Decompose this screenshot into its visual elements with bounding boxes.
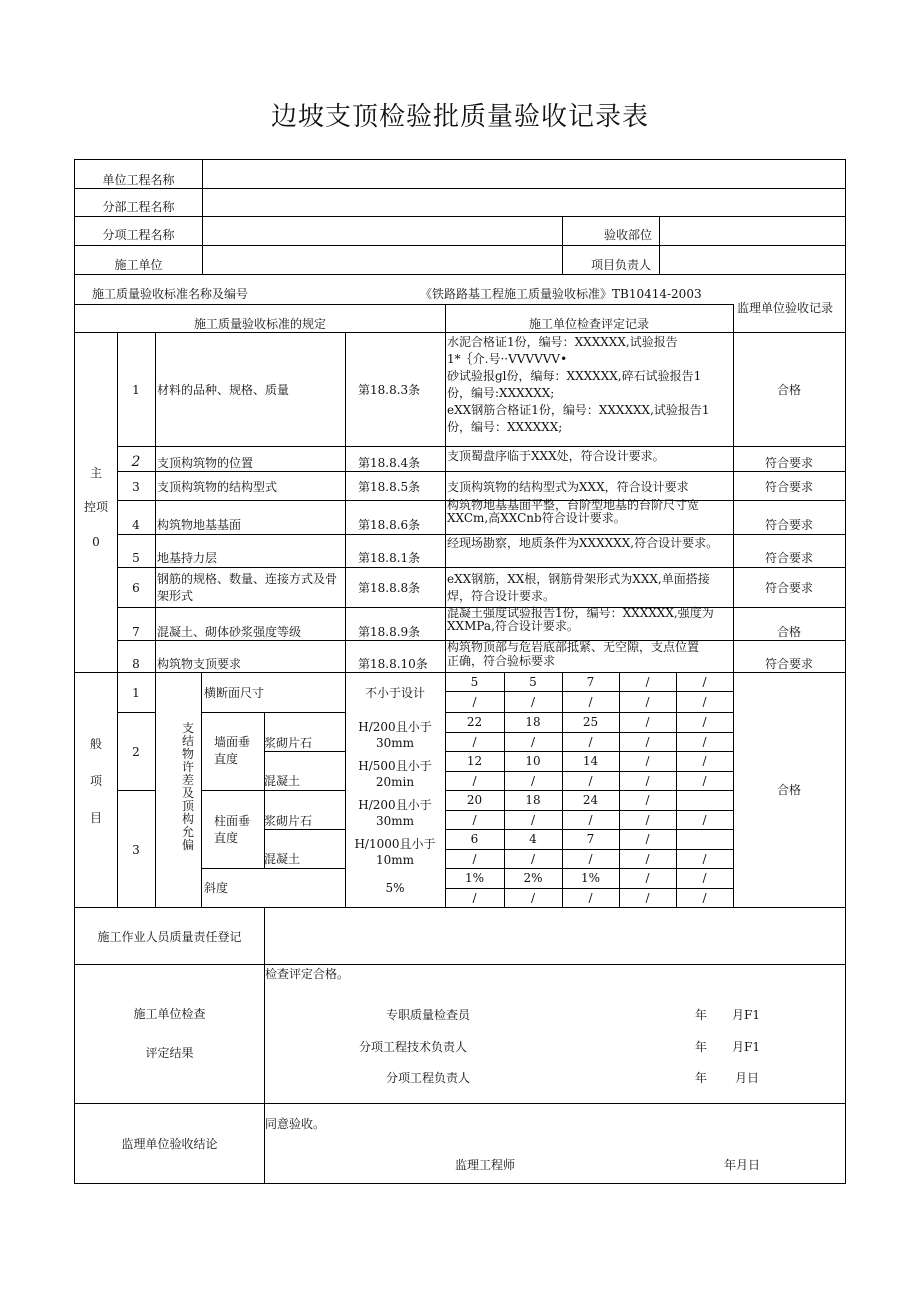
grid-line — [74, 332, 846, 333]
mc-name: 混凝土、砌体砂浆强度等级 — [157, 625, 302, 639]
tolerance: 30mm — [375, 814, 415, 828]
standard-label: 施工质量验收标准名称及编号 — [92, 287, 249, 301]
measurement-cell: 12 — [466, 754, 483, 768]
mc-name: 构筑物地基基面 — [157, 518, 242, 532]
measurement-cell: / — [530, 774, 536, 788]
measurement-cell: / — [645, 735, 650, 749]
general-label-2: 项 — [89, 774, 102, 788]
supervisor-record-header: 监理单位验收记录 — [737, 301, 834, 315]
grid-line — [562, 216, 563, 275]
measurement-cell: / — [645, 813, 650, 827]
measurement-cell: / — [702, 735, 707, 749]
mc-no: 7 — [132, 625, 140, 639]
mc-name: 构筑物支顶要求 — [157, 657, 242, 671]
mc-no: 4 — [132, 518, 140, 532]
grid-line — [445, 691, 734, 692]
mc-record-line: 正确，符合验标要求 — [447, 654, 556, 668]
mc-result: 符合要求 — [764, 456, 813, 470]
measurement-cell: / — [472, 735, 477, 749]
general-sub-name: 混凝土 — [264, 852, 301, 866]
measurement-cell: 1% — [580, 871, 601, 885]
vertical-label-char: 顶 — [181, 799, 194, 813]
wall-vertical-label: 墙面垂 — [214, 735, 251, 749]
measurement-cell: / — [588, 813, 593, 827]
supervision-label: 监理单位验收结论 — [121, 1137, 218, 1151]
grid-line — [445, 888, 734, 889]
general-sub-name: 浆砌片石 — [264, 736, 313, 750]
general-no: 1 — [132, 686, 140, 700]
measurement-cell: / — [645, 832, 650, 846]
measurement-cell: / — [702, 891, 707, 905]
vertical-label-char: 结 — [181, 734, 194, 748]
standard-value: 《铁路路基工程施工质量验收标准》TB10414-2003 — [420, 287, 702, 301]
mc-record-line: 份，编号：XXXXXX; — [447, 420, 563, 434]
tolerance: 20min — [375, 775, 415, 789]
vertical-label-char: 及 — [181, 786, 194, 800]
measurement-cell: / — [702, 715, 707, 729]
mc-record-line: eXX钢筋合格证1份，编号：XXXXXX,试验报告1 — [447, 403, 710, 417]
measurement-cell: / — [472, 813, 477, 827]
measurement-cell: / — [530, 695, 536, 709]
mc-clause: 第18.8.8条 — [358, 581, 421, 595]
mc-result: 符合要求 — [764, 480, 813, 494]
check-record-header: 施工单位检查评定记录 — [528, 317, 649, 331]
mc-clause: 第18.8.4条 — [358, 456, 421, 470]
signer-year: 年 — [695, 1040, 708, 1054]
measurement-cell: / — [702, 871, 707, 885]
general-no: 2 — [132, 745, 140, 759]
wall-vertical-label: 直度 — [214, 752, 239, 766]
mc-name: 地基持力层 — [157, 551, 218, 565]
grid-line — [74, 1103, 846, 1104]
vertical-label-char: 构 — [181, 812, 194, 826]
grid-line — [117, 567, 846, 568]
mc-clause: 第18.8.6条 — [358, 518, 421, 532]
measurement-cell: 5 — [529, 675, 537, 689]
mc-result: 合格 — [776, 383, 801, 397]
measurement-cell: 10 — [525, 754, 541, 768]
grid-line — [201, 712, 346, 713]
measurement-cell: / — [588, 891, 593, 905]
mc-record-line: 构筑物地基基面平整，台阶型地基的台阶尺寸宽 — [447, 498, 700, 512]
mc-name: 支顶构筑物的结构型式 — [157, 480, 278, 494]
mc-clause: 第18.8.1条 — [358, 551, 421, 565]
measurement-cell: 7 — [586, 675, 595, 689]
measurement-cell: / — [530, 735, 536, 749]
measurement-cell: / — [702, 774, 707, 788]
mc-record-line: XXMPa,符合设计要求。 — [447, 619, 579, 633]
column-vertical-label: 直度 — [214, 831, 239, 845]
grid-line — [264, 751, 346, 752]
mc-name: 钢筋的规格、数量、连接方式及骨架形式 — [157, 572, 338, 603]
main-control-label-1: 主 — [89, 466, 102, 480]
vertical-label-char: 物 — [181, 747, 194, 761]
measurement-cell: 5 — [470, 675, 479, 689]
general-no: 3 — [132, 843, 140, 857]
project-leader-label: 项目负责人 — [591, 258, 652, 272]
general-item-name: 斜度 — [204, 881, 229, 895]
grid-line — [74, 245, 846, 246]
mc-name: 材料的品种、规格、质量 — [157, 383, 290, 397]
mc-clause: 第18.8.3条 — [358, 383, 421, 397]
mc-result: 符合要求 — [764, 657, 813, 671]
grid-line — [117, 332, 118, 908]
grid-line — [264, 907, 265, 1184]
grid-line — [74, 964, 846, 965]
general-item-name: 横断面尺寸 — [204, 686, 265, 700]
grid-line — [659, 216, 660, 275]
measurement-cell: / — [645, 793, 650, 807]
mc-record-line: 份，编号:XXXXXX; — [447, 386, 555, 400]
grid-line — [74, 216, 846, 217]
supervision-comment: 同意验收。 — [265, 1117, 326, 1131]
measurement-cell: 2% — [523, 871, 543, 885]
tolerance: 不小于设计 — [364, 686, 425, 700]
grid-line — [445, 771, 734, 772]
measurement-cell: 20 — [466, 793, 483, 807]
measurement-cell: / — [588, 852, 593, 866]
grid-line — [117, 471, 846, 472]
sub-project-label: 分部工程名称 — [102, 200, 175, 214]
mc-no: 1 — [132, 383, 140, 397]
vertical-label-char: 偏 — [181, 838, 194, 852]
measurement-cell: / — [530, 891, 536, 905]
measurement-cell: / — [702, 754, 707, 768]
tolerance: H/200且小于 — [358, 720, 432, 734]
measurement-cell: / — [645, 891, 650, 905]
measurement-cell: 22 — [466, 715, 483, 729]
supervision-date: 年月日 — [724, 1158, 761, 1172]
grid-line — [201, 790, 346, 791]
grid-line — [117, 712, 156, 713]
signer-date: 月日 — [735, 1071, 760, 1085]
measurement-cell: 24 — [582, 793, 599, 807]
tolerance: H/200且小于 — [358, 798, 432, 812]
grid-line — [74, 672, 846, 673]
mc-no: 3 — [132, 480, 140, 494]
tolerance: 5% — [385, 881, 405, 895]
vertical-label-char: 支 — [181, 721, 194, 735]
general-sub-name: 浆砌片石 — [264, 814, 313, 828]
tolerance: 10mm — [375, 853, 415, 867]
mc-record-line: 构筑物顶部与危岩底部抵紧、无空隙，支点位置 — [447, 640, 700, 654]
supervision-signer: 监理工程师 — [455, 1158, 516, 1172]
mc-record-line: 混凝土强度试验报告1份，编号：XXXXXX,强度为 — [447, 606, 714, 620]
column-vertical-label: 柱面垂 — [214, 814, 251, 828]
measurement-cell: / — [702, 813, 707, 827]
mc-clause: 第18.8.9条 — [358, 625, 421, 639]
acceptance-part-label: 验收部位 — [604, 228, 653, 242]
mc-record-line: eXX钢筋，XX根，钢筋骨架形式为XXX,单面搭接 — [447, 572, 710, 586]
measurement-cell: / — [702, 695, 707, 709]
measurement-cell: 25 — [582, 715, 599, 729]
measurement-cell: 4 — [529, 832, 537, 846]
mc-no: 5 — [132, 551, 140, 565]
mc-result: 符合要求 — [764, 551, 813, 565]
measurement-cell: / — [588, 774, 593, 788]
measurement-cell: / — [472, 852, 477, 866]
grid-line — [445, 829, 734, 830]
general-label-1: 般 — [89, 737, 102, 751]
measurement-cell: 18 — [525, 715, 541, 729]
construction-check-label: 评定结果 — [145, 1046, 194, 1060]
measurement-cell: / — [645, 675, 650, 689]
signer-date: 月F1 — [732, 1008, 760, 1022]
measurement-cell: / — [472, 774, 477, 788]
measurement-cell: / — [645, 715, 650, 729]
signer-role: 分项工程技术负责人 — [359, 1040, 468, 1054]
mc-record-line: 支顶蜀盘序临于XXX处，符合设计要求。 — [447, 449, 665, 463]
grid-line — [155, 332, 156, 908]
construction-check-comment: 检查评定合格。 — [265, 967, 350, 981]
mc-result: 符合要求 — [764, 581, 813, 595]
construction-unit-label: 施工单位 — [114, 258, 163, 272]
measurement-cell: / — [472, 891, 477, 905]
mc-clause: 第18.8.5条 — [358, 480, 421, 494]
measurement-cell: / — [645, 774, 650, 788]
grid-line — [445, 868, 734, 869]
item-project-label: 分项工程名称 — [102, 228, 175, 242]
mc-result: 符合要求 — [764, 518, 813, 532]
main-control-label-2: 控项 — [83, 500, 108, 514]
measurement-cell: / — [588, 735, 593, 749]
grid-line — [74, 159, 846, 160]
grid-line — [345, 332, 346, 673]
grid-line — [445, 790, 734, 791]
unit-project-label: 单位工程名称 — [102, 173, 175, 187]
construction-check-label: 施工单位检查 — [133, 1007, 206, 1021]
grid-line — [202, 159, 203, 275]
signer-role: 分项工程负责人 — [386, 1071, 471, 1085]
tolerance: 30mm — [375, 736, 415, 750]
page-title: 边坡支顶检验批质量验收记录表 — [270, 102, 649, 132]
measurement-cell: / — [472, 695, 477, 709]
mc-record-line: 焊，符合设计要求。 — [447, 589, 556, 603]
grid-line — [445, 304, 446, 673]
grid-line — [445, 712, 734, 713]
mc-name: 支顶构筑物的位置 — [157, 456, 254, 470]
signer-role: 专职质量检查员 — [386, 1008, 471, 1022]
tolerance: H/1000且小于 — [354, 837, 436, 851]
measurement-cell: / — [645, 695, 650, 709]
grid-line — [74, 1183, 846, 1184]
mc-clause: 第18.8.10条 — [358, 657, 428, 671]
mc-record-line: 水泥合格证1份，编号：XXXXXX,试验报告 — [447, 335, 678, 349]
mc-record-line: 1*｛介.号··VVVVVV• — [447, 352, 568, 366]
measurement-cell: 14 — [582, 754, 599, 768]
measurement-cell: / — [588, 695, 593, 709]
grid-line — [445, 732, 734, 733]
general-result: 合格 — [776, 783, 801, 797]
measurement-cell: / — [702, 675, 707, 689]
measurement-cell: / — [702, 852, 707, 866]
signer-year: 年 — [695, 1071, 708, 1085]
mc-record-line: 支顶构筑物的结构型式为XXX，符合设计要求 — [447, 480, 689, 494]
tolerance: H/500且小于 — [358, 759, 432, 773]
measurement-cell: / — [530, 813, 536, 827]
vertical-label-char: 允 — [181, 825, 194, 839]
grid-line — [445, 751, 734, 752]
mc-result: 合格 — [776, 625, 801, 639]
grid-line — [74, 188, 846, 189]
measurement-cell: 18 — [525, 793, 541, 807]
main-control-label-3: 0 — [92, 535, 100, 549]
mc-no: 8 — [132, 657, 140, 671]
grid-line — [117, 790, 156, 791]
grid-line — [201, 868, 346, 869]
standard-rules-header: 施工质量验收标准的规定 — [193, 317, 326, 331]
grid-line — [445, 810, 734, 811]
measurement-cell: / — [645, 852, 650, 866]
grid-line — [74, 907, 846, 908]
general-sub-name: 混凝土 — [264, 774, 301, 788]
grid-line — [445, 849, 734, 850]
measurement-cell: / — [645, 754, 650, 768]
personnel-label: 施工作业人员质量责任登记 — [97, 930, 242, 944]
mc-record-line: 砂试验报gl份，编每：XXXXXX,碎石试验报告1 — [447, 369, 702, 383]
grid-line — [74, 274, 846, 275]
measurement-cell: / — [530, 852, 536, 866]
measurement-cell: 6 — [470, 832, 479, 846]
general-label-3: 目 — [89, 811, 102, 825]
mc-no: 2 — [131, 454, 141, 470]
mc-no: 6 — [132, 581, 140, 595]
vertical-label-char: 许 — [181, 760, 194, 774]
grid-line — [264, 829, 346, 830]
grid-line — [117, 446, 846, 447]
measurement-cell: / — [645, 871, 650, 885]
measurement-cell: 7 — [586, 832, 595, 846]
signer-date: 月F1 — [732, 1040, 760, 1054]
vertical-label-char: 差 — [181, 773, 194, 787]
mc-record-line: XXCm,高XXCnb符合设计要求。 — [447, 511, 626, 525]
mc-record-line: 经现场勘察，地质条件为XXXXXX,符合设计要求。 — [447, 536, 719, 550]
grid-line — [74, 304, 734, 305]
measurement-cell: 1% — [464, 871, 485, 885]
signer-year: 年 — [695, 1008, 708, 1022]
